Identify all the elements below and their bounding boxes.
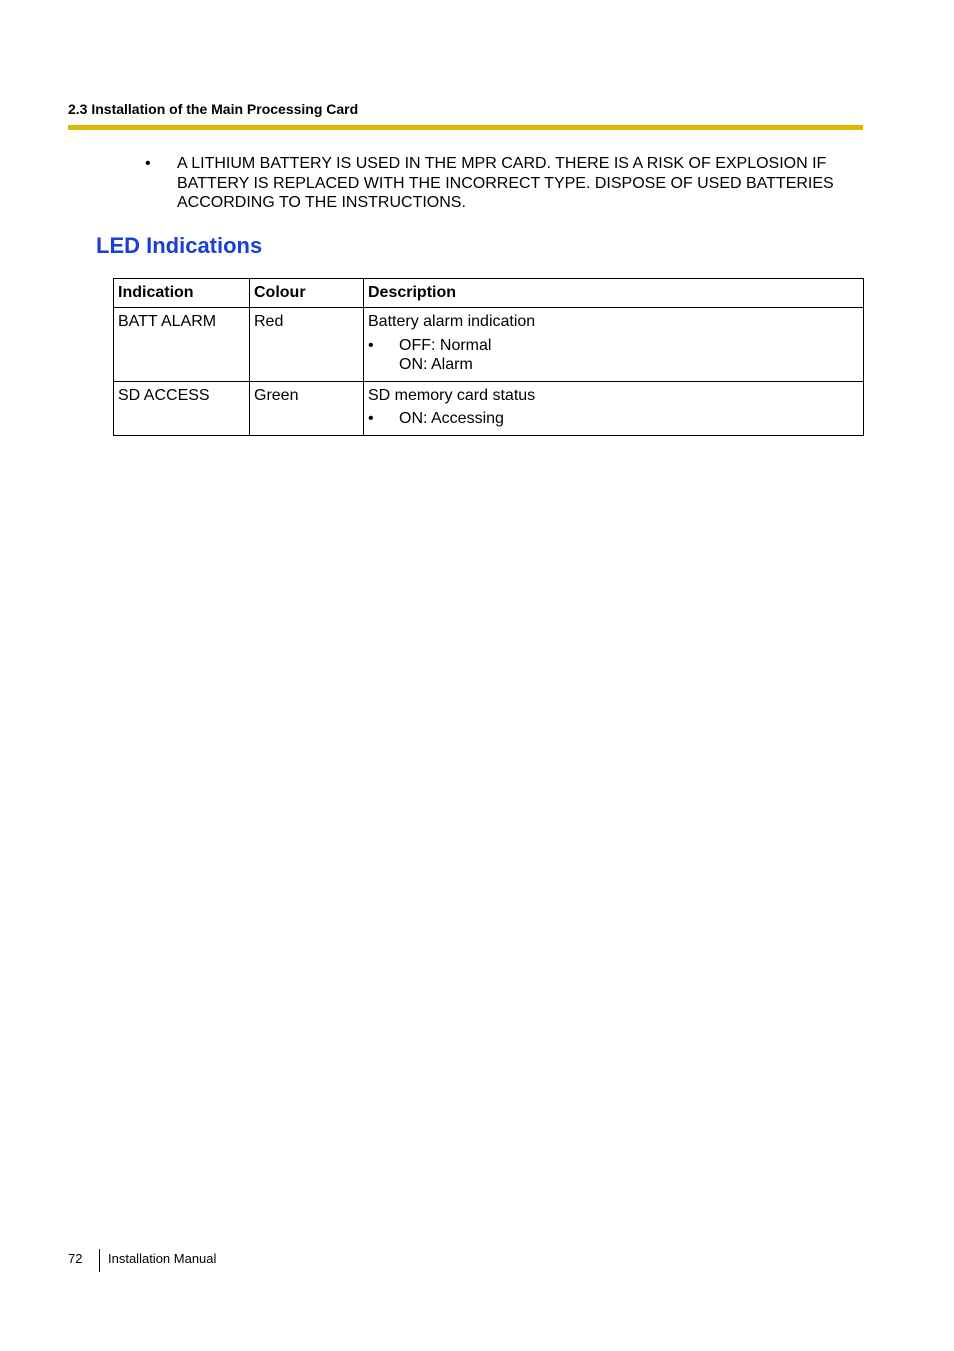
led-indications-heading: LED Indications <box>96 233 263 258</box>
section-header: 2.3 Installation of the Main Processing Card <box>68 101 359 117</box>
page-number: 72 <box>68 1251 83 1266</box>
header-indication: Indication <box>114 279 250 308</box>
sub-line: OFF: Normal <box>399 336 492 354</box>
header-colour: Colour <box>250 279 364 308</box>
footer-doc-title: Installation Manual <box>108 1251 217 1266</box>
description-sub-list <box>368 336 859 375</box>
footer-separator <box>99 1249 100 1272</box>
warning-text: A LITHIUM BATTERY IS USED IN THE MPR CARD. THERE IS A RISK OF EXPLOSION IF BATTERY IS REPLACED WITH THE INCORRECT TYPE. DISPOSE OF USED BATTERIES ACCORDING TO THE INSTRUCTIONS. <box>177 155 834 211</box>
cell-description <box>364 381 864 435</box>
led-indications-table <box>113 278 864 436</box>
cell-indication: SD ACCESS <box>114 381 250 435</box>
cell-description <box>364 308 864 382</box>
table-row <box>114 381 864 435</box>
header-rule <box>68 125 863 130</box>
bullet-glyph: • <box>368 410 374 427</box>
table-header-row <box>114 279 864 308</box>
description-text: Battery alarm indication <box>368 313 536 330</box>
cell-indication: BATT ALARM <box>114 308 250 382</box>
cell-colour: Red <box>250 308 364 382</box>
bullet-glyph: • <box>368 336 374 354</box>
header-description: Description <box>364 279 864 308</box>
warning-bullet-item <box>145 154 845 213</box>
table-row <box>114 308 864 382</box>
cell-colour: Green <box>250 381 364 435</box>
sub-line: ON: Accessing <box>399 410 504 427</box>
description-text: SD memory card status <box>368 386 536 404</box>
sub-line: ON: Alarm <box>399 356 473 373</box>
description-sub-list <box>368 409 859 429</box>
bullet-glyph: • <box>145 155 151 172</box>
